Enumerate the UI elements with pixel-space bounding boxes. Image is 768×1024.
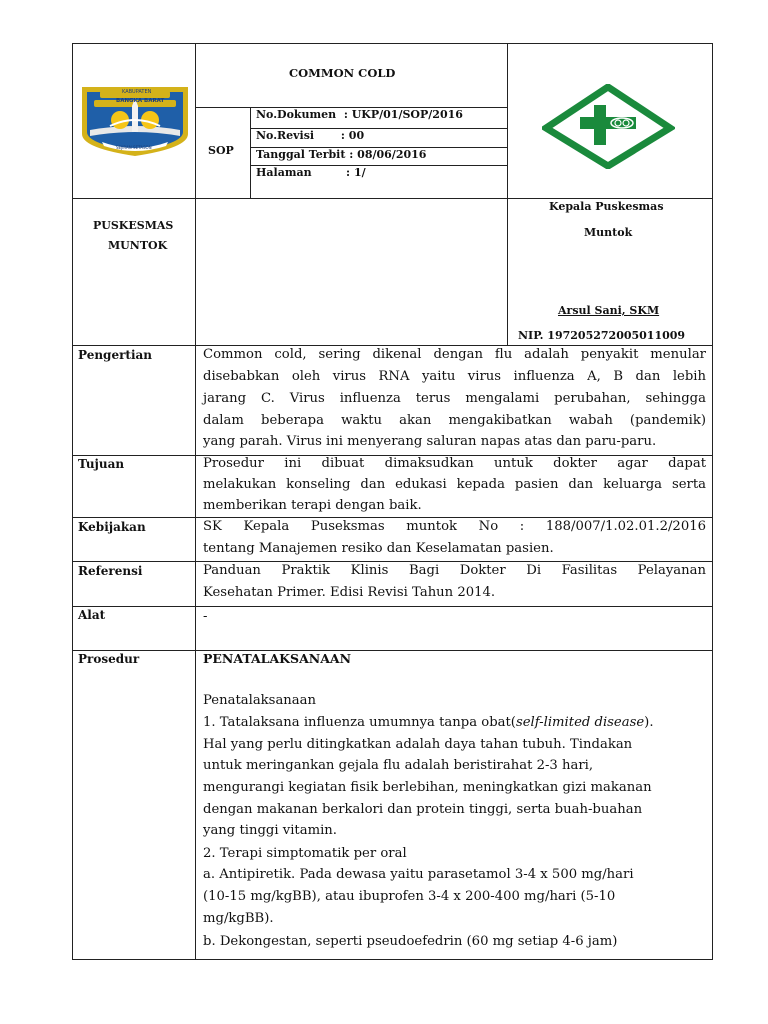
prosedur-point-1-line-3: untuk meringankan gejala flu adalah beristirahat 2-3 hari, bbox=[203, 758, 594, 773]
pengertian-line-5: yang parah. Virus ini menyerang saluran napas atas dan paru-paru. bbox=[203, 434, 657, 449]
label-prosedur: Prosedur bbox=[78, 652, 140, 666]
crest-text-mid: BANGKA BARAT bbox=[116, 98, 165, 104]
referensi-line-2: Kesehatan Primer. Edisi Revisi Tahun 2014. bbox=[203, 585, 496, 600]
pengertian-line-1: Common cold, sering dikenal dengan flu adalah penyakit menular bbox=[203, 347, 706, 362]
revision-number: No.Revisi : 00 bbox=[256, 129, 365, 142]
tujuan-line-1: Prosedur ini dibuat dimaksudkan untuk dokter agar dapat bbox=[203, 456, 706, 471]
prosedur-point-1-prefix: 1. Tatalaksana influenza umumnya tanpa obat( bbox=[203, 715, 516, 730]
prosedur-point-1-italic: self-limited disease bbox=[515, 715, 645, 730]
puskesmas-name-line2: MUNTOK bbox=[108, 239, 168, 252]
prosedur-heading: PENATALAKSANAAN bbox=[203, 651, 352, 666]
prosedur-point-2: 2. Terapi simptomatik per oral bbox=[203, 846, 407, 861]
tujuan-line-3: memberikan terapi dengan baik. bbox=[203, 498, 422, 513]
prosedur-subheading: Penatalaksanaan bbox=[203, 693, 317, 708]
prosedur-point-b: b. Dekongestan, seperti pseudoefedrin (60 mg setiap 4-6 jam) bbox=[203, 934, 618, 949]
puskesmas-logo bbox=[542, 84, 675, 169]
tujuan-line-2: melakukan konseling dan edukasi kepada pasien dan keluarga serta bbox=[203, 477, 706, 492]
kabupaten-bangka-barat-crest bbox=[80, 84, 190, 158]
pengertian-line-2: disebabkan oleh virus RNA yaitu virus influenza A, B dan lebih bbox=[203, 369, 706, 384]
head-name: Arsul Sani, SKM bbox=[558, 304, 660, 317]
crest-text-top: KABUPATEN bbox=[122, 89, 152, 95]
label-referensi: Referensi bbox=[78, 564, 143, 578]
kebijakan-line-1: SK Kepala Puseksmas muntok No : 188/007/1.02.01.2/2016 bbox=[203, 519, 706, 534]
pengertian-line-4: dalam beberapa waktu akan mengakibatkan wabah (pandemik) bbox=[203, 413, 706, 428]
referensi-line-1: Panduan Praktik Klinis Bagi Dokter Di Fasilitas Pelayanan bbox=[203, 563, 706, 578]
prosedur-point-a-line-2: (10-15 mg/kgBB), atau ibuprofen 3-4 x 200-400 mg/hari (5-10 bbox=[203, 889, 616, 904]
prosedur-point-a-line-3: mg/kgBB). bbox=[203, 911, 274, 926]
label-pengertian: Pengertian bbox=[78, 348, 153, 362]
puskesmas-name-line1: PUSKESMAS bbox=[93, 219, 174, 232]
head-nip: NIP. 197205272005011009 bbox=[518, 329, 686, 342]
doc-number: No.Dokumen : UKP/01/SOP/2016 bbox=[256, 108, 463, 121]
prosedur-point-1-line-5: dengan makanan berkalori dan protein tinggi, serta buah-buahan bbox=[203, 802, 643, 817]
issue-date: Tanggal Terbit : 08/06/2016 bbox=[256, 148, 427, 161]
head-title-line1: Kepala Puskesmas bbox=[549, 200, 664, 213]
alat-value: - bbox=[203, 609, 208, 624]
label-alat: Alat bbox=[78, 608, 106, 622]
prosedur-point-1-suffix: ). bbox=[644, 715, 654, 730]
prosedur-point-1-first-line bbox=[203, 715, 706, 730]
page-number: Halaman : 1/ bbox=[256, 166, 366, 179]
prosedur-point-1-line-6: yang tinggi vitamin. bbox=[203, 823, 337, 838]
kebijakan-line-2: tentang Manajemen resiko dan Keselamatan pasien. bbox=[203, 541, 554, 556]
pengertian-line-3: jarang C. Virus influenza terus mengalami perubahan, sehingga bbox=[203, 391, 706, 406]
prosedur-point-1-line-2: Hal yang perlu ditingkatkan adalah daya tahan tubuh. Tindakan bbox=[203, 737, 633, 752]
document-title: COMMON COLD bbox=[289, 66, 396, 80]
crest-text-bottom: SEJIRAN SETASON bbox=[116, 145, 152, 150]
head-title-line2: Muntok bbox=[584, 226, 633, 239]
prosedur-point-1-line-4: mengurangi kegiatan fisik berlebihan, meningkatkan gizi makanan bbox=[203, 780, 652, 795]
prosedur-point-a-line-1: a. Antipiretik. Pada dewasa yaitu parasetamol 3-4 x 500 mg/hari bbox=[203, 867, 634, 882]
sop-label: SOP bbox=[208, 144, 234, 157]
label-kebijakan: Kebijakan bbox=[78, 520, 146, 534]
label-tujuan: Tujuan bbox=[78, 457, 125, 471]
